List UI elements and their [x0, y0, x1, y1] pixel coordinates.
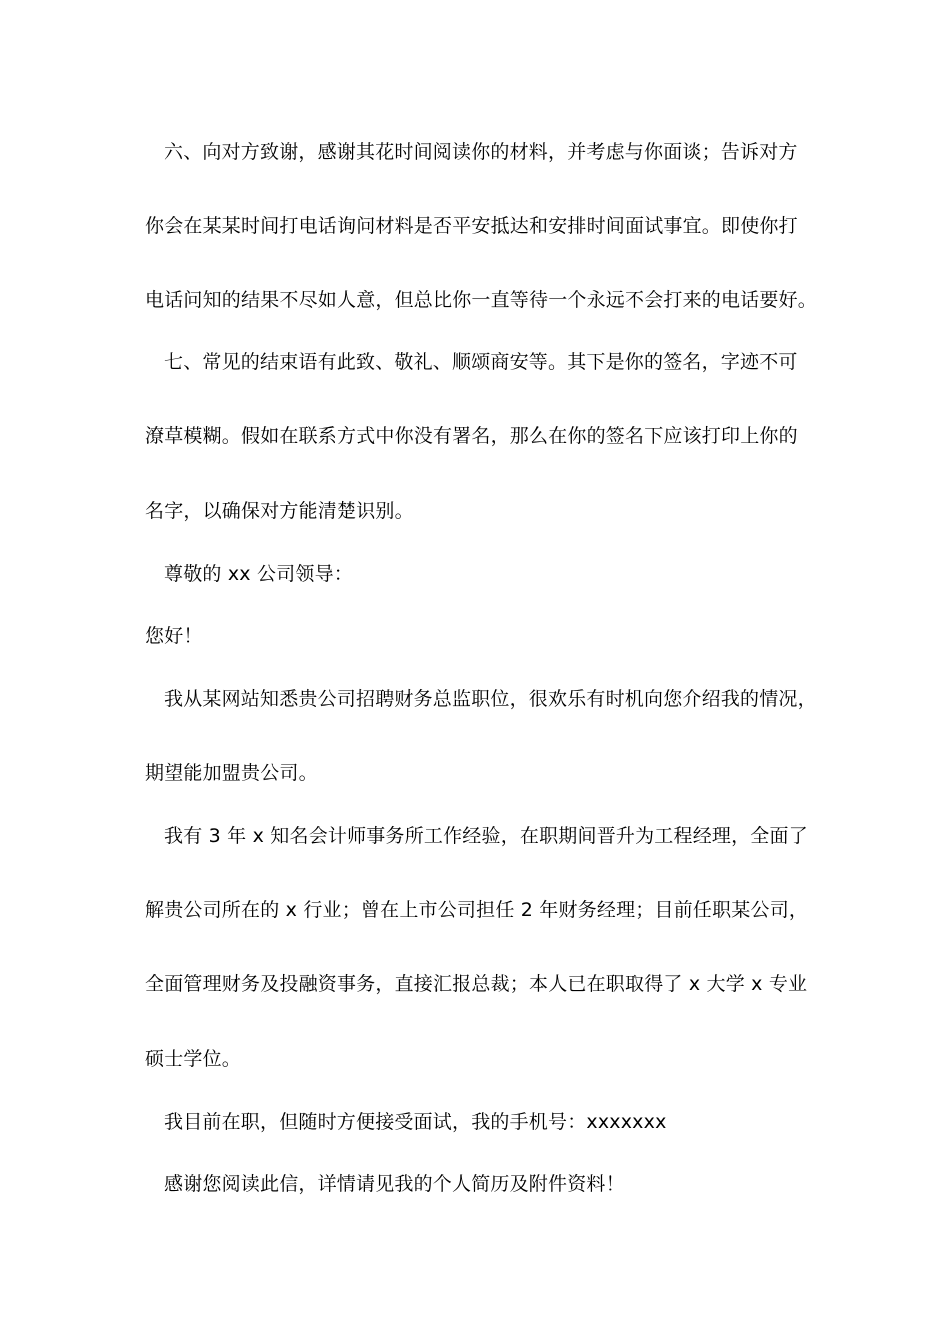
- paragraph-six-line-3: 电话问知的结果不尽如人意，但总比你一直等待一个永远不会打来的电话要好。: [145, 289, 818, 311]
- letter-experience-line-3: 全面管理财务及投融资事务，直接汇报总裁；本人已在职取得了 x 大学 x 专业: [145, 973, 808, 995]
- letter-intro-line-1: 我从某网站知悉贵公司招聘财务总监职位，很欢乐有时机向您介绍我的情况，: [164, 688, 817, 710]
- letter-intro-line-2: 期望能加盟贵公司。: [145, 762, 318, 784]
- letter-experience-line-1: 我有 3 年 x 知名会计师事务所工作经验，在职期间晋升为工程经理，全面了: [164, 825, 808, 847]
- letter-salutation: 尊敬的 xx 公司领导：: [164, 563, 353, 585]
- letter-contact-line: 我目前在职，但随时方便接受面试，我的手机号：xxxxxxx: [164, 1111, 667, 1133]
- letter-greeting: 您好！: [145, 625, 203, 647]
- letter-experience-line-2: 解贵公司所在的 x 行业；曾在上市公司担任 2 年财务经理；目前任职某公司，: [145, 899, 809, 921]
- paragraph-six-line-1: 六、向对方致谢，感谢其花时间阅读你的材料，并考虑与你面谈；告诉对方: [164, 141, 798, 163]
- paragraph-seven-line-3: 名字，以确保对方能清楚识别。: [145, 500, 414, 522]
- letter-experience-line-4: 硕士学位。: [145, 1048, 242, 1070]
- letter-closing-line: 感谢您阅读此信，详情请见我的个人简历及附件资料！: [164, 1173, 625, 1195]
- paragraph-six-line-2: 你会在某某时间打电话询问材料是否平安抵达和安排时间面试事宜。即使你打: [145, 215, 798, 237]
- paragraph-seven-line-2: 潦草模糊。假如在联系方式中你没有署名，那么在你的签名下应该打印上你的: [145, 425, 798, 447]
- paragraph-seven-line-1: 七、常见的结束语有此致、敬礼、顺颂商安等。其下是你的签名，字迹不可: [164, 351, 798, 373]
